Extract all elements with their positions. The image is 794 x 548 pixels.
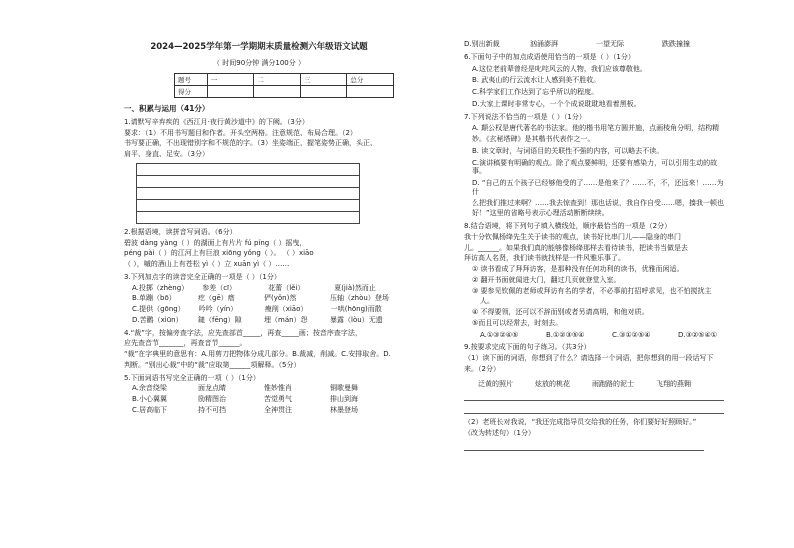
passage-text: 儿。______。如果我们真的能够像杨绛那样去看待读书，把读书当做是去: [464, 243, 688, 252]
option[interactable]: C.③①②⑤④: [612, 330, 651, 339]
option: 吟吟（yín）: [198, 305, 238, 313]
option-row: [132, 305, 394, 314]
page-subtitle: （ 时间90分钟 满分100分 ）: [213, 58, 305, 67]
table-cell: 总分: [347, 74, 394, 86]
question-4-text: 4.“裁”字，按偏旁查字法，应先查部首_____，再查_____画；按音序查字法，: [124, 328, 362, 337]
option-continued: 么把我们推过来啊？……我去惊查到！那也话说，我自作自受……嗯，揍我一顿也: [472, 198, 724, 207]
table-cell: 二: [254, 74, 301, 86]
table-cell: 题号: [175, 74, 208, 86]
option-row: [480, 331, 724, 340]
writing-line[interactable]: [137, 188, 359, 200]
option: 持不可挡: [198, 405, 226, 414]
question-2-stem: 2.根据语境，读拼音写词语。（6分）: [124, 227, 237, 236]
option: 一哄(hōng)而散: [330, 305, 382, 313]
table-cell[interactable]: [207, 86, 254, 98]
table-cell: 一: [207, 74, 254, 86]
question-9-text: 来。（2分）: [464, 364, 500, 373]
question-2-text: péng pài（ ）的江河上有巨浪 xiōng yǒng（ ）。 （ ）xiāo: [124, 249, 314, 258]
question-3-stem: 3.下列加点字的读音完全正确的一项是（ ）（1分）: [124, 272, 281, 281]
option[interactable]: B.单蹦（bō）: [132, 294, 176, 303]
option[interactable]: A. 颠公权是唐代著名的书法家。他的楷书用笔方圆并施，点画棱角分明，结构精: [472, 124, 720, 133]
exam-page: [118, 36, 724, 512]
option: 疙（gē）瘩: [198, 294, 235, 303]
option: 夏(jià)然而止: [334, 283, 376, 292]
option[interactable]: C.演讲稿要有明确的观点。除了观点要鲜明，还要有感染力，可以引用生动的故事。: [472, 158, 718, 176]
option-row: [464, 40, 724, 49]
option-row: [132, 395, 394, 404]
option: 花蕾（lěi）: [268, 283, 305, 292]
writing-line[interactable]: [137, 200, 359, 212]
passage-text: 我十分钦佩杨绛先生关于读书的观点，读书好比串门儿——隐身的串门: [464, 232, 681, 241]
option: 励精图治: [198, 395, 226, 403]
table-cell[interactable]: [254, 86, 301, 98]
option: 一望无际: [596, 40, 624, 48]
table-cell: 得分: [175, 86, 208, 98]
table-row: [175, 86, 394, 98]
passage-text: 拜访高人名贤，我们读书就找样是一件风雅乐事了。: [464, 254, 625, 263]
score-table: [174, 73, 394, 98]
option[interactable]: B.①②③⑤④: [546, 330, 585, 339]
option[interactable]: B. 读文章时，与词语目的关联性不强的内容，可以略去不读。: [472, 146, 664, 155]
option-row: [132, 316, 394, 325]
question-4-text: 判断。“别出心裁”中的“裁”应取第______项解释。（5分）: [124, 360, 301, 369]
option: 林墨登场: [330, 405, 358, 414]
option: 鎚（fēng）隙: [198, 315, 242, 324]
question-1-text: 肩平、身直、足安。（3分）: [124, 150, 209, 158]
option[interactable]: D.苦鹳（xiūn）: [132, 315, 183, 324]
option: 惟妙惟肖: [264, 384, 292, 393]
option: 全神贯注: [264, 405, 292, 414]
question-4-text: “裁”在字典里的意思有：A.用剪刀把物体分成几部分。B.裁减，削减。C.安排取舍。D.: [124, 350, 391, 358]
table-row: [175, 74, 394, 86]
option: 瘦削（xiāo）: [264, 305, 308, 313]
writing-line[interactable]: [137, 164, 359, 176]
table-cell[interactable]: [347, 86, 394, 98]
answer-line[interactable]: [464, 441, 704, 451]
question-9-text: （改为转述句）（1分）: [464, 429, 535, 437]
question-1-text: 书写要正确，不出现错别字和不规范的字。（3）坐姿端正，握笔姿势正确，头正、: [124, 139, 377, 148]
option: 埋（mán）怨: [264, 315, 308, 324]
page-title: 2024—2025学年第一学期期末质量检测六年级语文试题: [150, 42, 368, 52]
question-6-stem: 6.下面句子中的加点成语使用恰当的一项是（ ）（1分）: [464, 52, 635, 61]
option[interactable]: A.①③②④⑤: [480, 330, 519, 339]
option[interactable]: A.余音绕梁: [132, 384, 167, 393]
option[interactable]: A.这位老前辈曾经是叱咤风云的人物，我们应该尊敬他。: [472, 64, 647, 73]
option[interactable]: C.科学家们工作达到了忘乎所以的程度。: [472, 88, 599, 96]
answer-line[interactable]: [464, 391, 724, 401]
option: 苦觉勇气: [264, 395, 292, 403]
question-8-stem: 8.结合语境，将下列句子填入横线处，顺序最恰当的一项是（2分）: [464, 222, 672, 230]
option: 排山到海: [330, 395, 358, 403]
list-item: ⑤而且可以经常去，时刻去。: [472, 318, 563, 327]
question-2-text: （ ），嘁的酒山上有苍松 yì（ ）立 xuān yì（ ）……: [124, 260, 290, 268]
option[interactable]: D.③②⑤④①: [678, 330, 717, 339]
option: 铜歌曼舞: [330, 384, 358, 393]
option: 汹涌澎湃: [530, 40, 558, 48]
table-cell[interactable]: [300, 86, 347, 98]
word-option[interactable]: 雨跑路的泥士: [592, 379, 634, 388]
list-item: ① 读书看成了拜拜访客，是那种没有任何功利的读书，优雅而闲适。: [472, 265, 684, 273]
question-1-text: 要求：（1）不用书写题目和作者。开头空两格。注意规范、布局合理。（2）: [124, 128, 357, 137]
list-item: ③ 要参见钦佩的老师或拜访有名的学者，不必事前打招呼求见，也不怕搅扰主: [472, 286, 712, 295]
option-continued: 好！”这里的省略号表示心理活动断断续续。: [472, 209, 609, 218]
option[interactable]: B.小心翼翼: [132, 395, 168, 403]
writing-line[interactable]: [137, 212, 359, 223]
section-heading: 一、积累与运用（41分）: [124, 104, 210, 114]
option: 压轴（zhòu）登场: [330, 294, 389, 303]
option: 暴露（lòu）无遗: [330, 315, 383, 324]
list-item: 人。: [480, 297, 494, 306]
word-option[interactable]: 飞翔的燕翱: [656, 379, 691, 388]
option-row: [132, 384, 394, 393]
option[interactable]: C.居高临下: [132, 405, 168, 414]
writing-grid[interactable]: [136, 163, 360, 224]
option: 面龙点睛: [198, 384, 226, 393]
right-column: [464, 36, 724, 451]
question-2-text: 碧波 dàng yàng（ ）的湖面上有片片 fú píng（ ）摇曳，: [124, 238, 307, 247]
list-item: ② 翻开书面就闻进大门，翻过几页就登堂入室。: [472, 275, 621, 284]
question-9-text: （1）读下面的词语，你想到了什么？请选择一个词语，把你想到的用一段话写下: [464, 354, 714, 362]
word-options: [478, 380, 724, 389]
list-item: ④ 不得要领，还可以不辞而别或者另请高明，和他对质。: [472, 308, 649, 316]
option: 跌跌撞撞: [662, 40, 690, 48]
option-continued: 妙。《玄秘塔碑》是其楷书代表作之一。: [472, 135, 595, 143]
option[interactable]: D.别出新裁: [464, 40, 500, 48]
word-option[interactable]: 炫放的桃花: [535, 379, 570, 388]
question-9-text: （2）老班长对我说，“我还完成指导员交给我的任务，你们要好好照顾好。”: [464, 418, 697, 427]
left-column: [124, 36, 394, 415]
option: 俨(yǒn)然: [264, 294, 297, 303]
question-7-stem: 7.下列说法不恰当的一项是（ ）（1分）: [464, 112, 586, 121]
question-9-stem: 9.按要求完成下面的句子练习。（共3分）: [464, 343, 591, 352]
option-row: [132, 284, 394, 293]
option: 参差（cī）: [202, 283, 236, 292]
question-4-text: 应先查音节_______，再查音节______。: [124, 339, 247, 348]
answer-line[interactable]: [464, 404, 724, 414]
option[interactable]: D.大家上课时非常专心，一个个成说耽耽地看着黑板。: [472, 99, 641, 108]
option[interactable]: D. “自己的五个孩子已经够他受的了……是他来了？……不，不，还远来！……为什: [472, 179, 724, 196]
question-1-stem: 1.请默写辛弃疾的《西江月·夜行黄沙道中》的下阙。（3分）: [124, 117, 309, 126]
option[interactable]: B. 武夷山的行云流水让人感到美不胜收。: [472, 76, 601, 85]
question-5-stem: 5.下面词语书写完全正确的一项（ ）（1分）: [124, 373, 260, 382]
option-row: [132, 406, 394, 415]
option[interactable]: A.投掷（zhèng）: [132, 283, 189, 292]
option[interactable]: C.提供（gōng）: [132, 305, 185, 313]
table-cell: 三: [300, 74, 347, 86]
writing-line[interactable]: [137, 176, 359, 188]
option-row: [132, 294, 394, 303]
word-option[interactable]: 泛黄的照片: [478, 379, 513, 388]
